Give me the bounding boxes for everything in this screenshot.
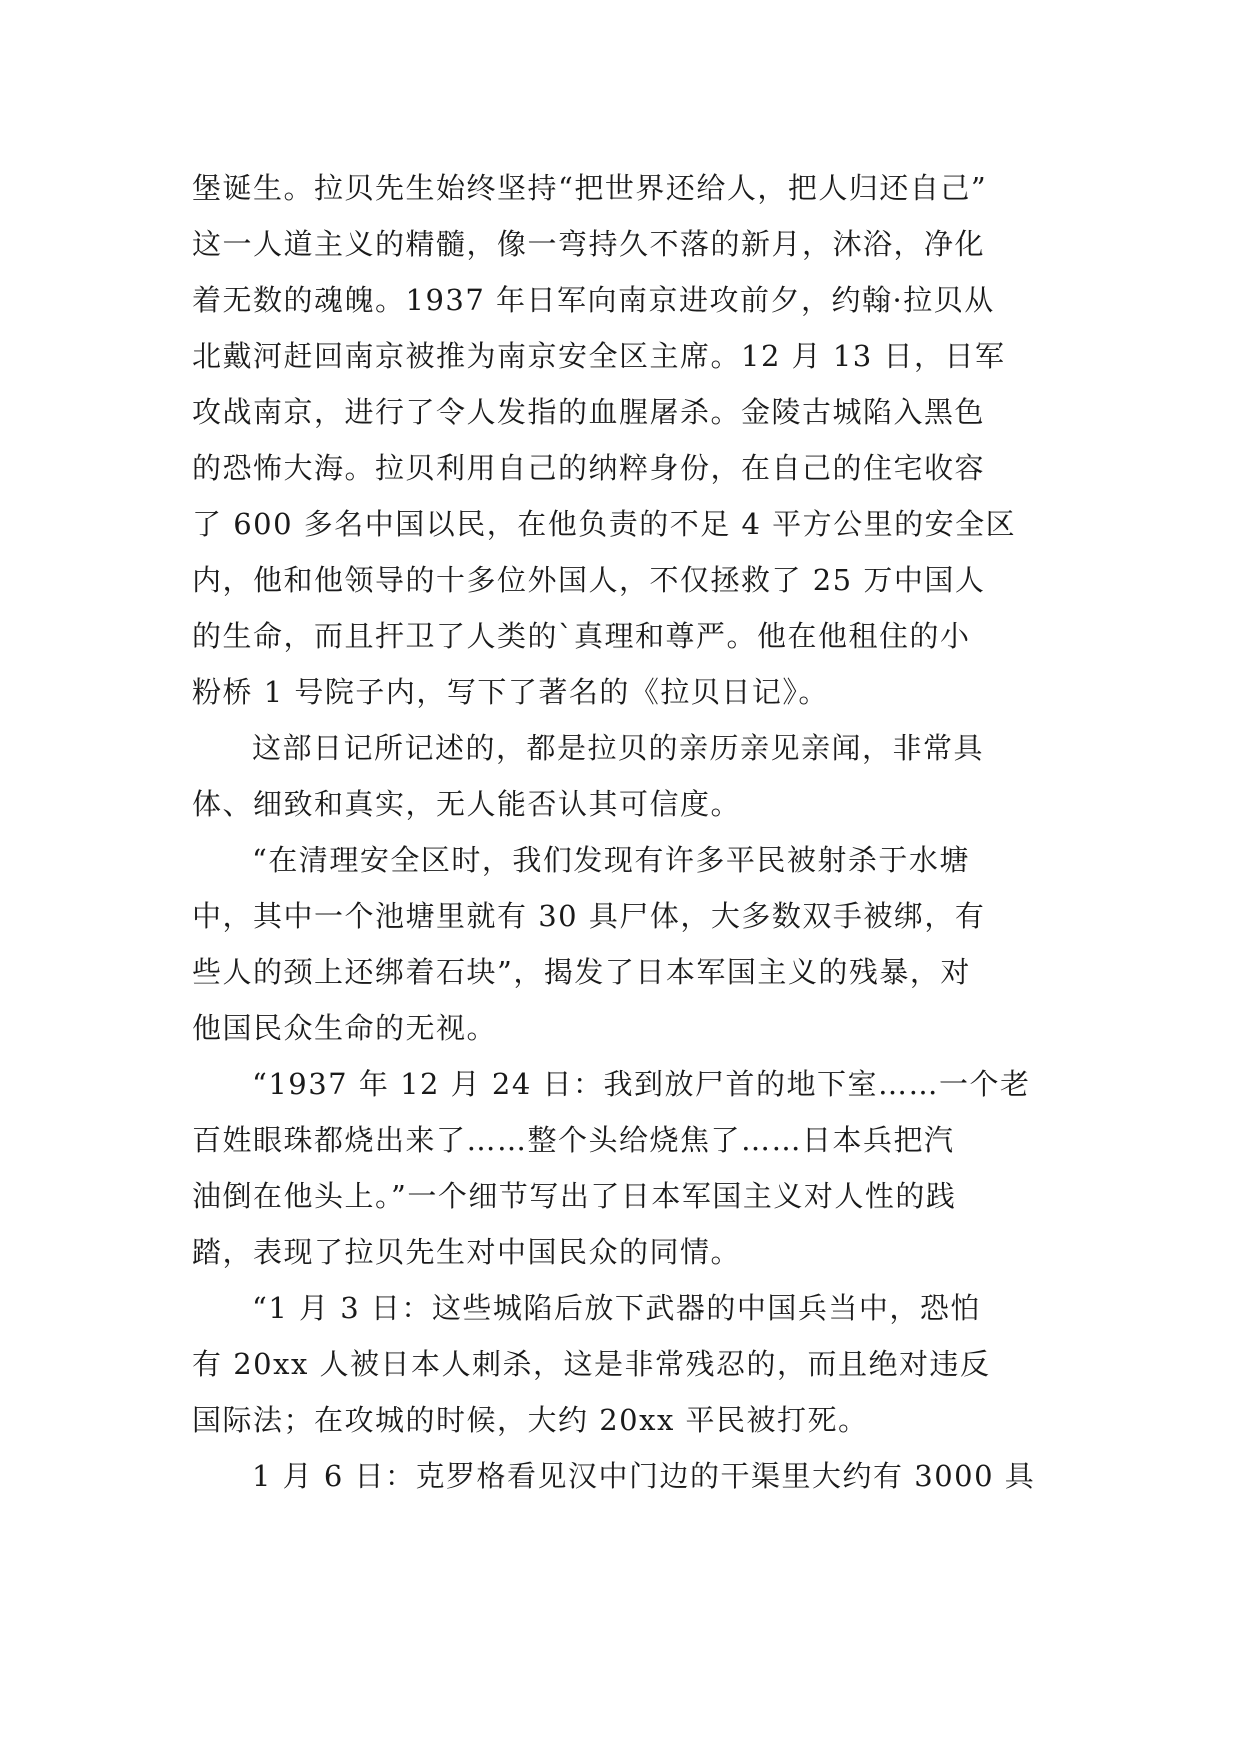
text-line: 这一人道主义的精髓，像一弯持久不落的新月，沐浴，净化 — [192, 227, 986, 261]
paragraph-first-line: “1937 年 12 月 24 日：我到放尸首的地下室……一个老 — [252, 1067, 1031, 1101]
text-line: 踏，表现了拉贝先生对中国民众的同情。 — [192, 1235, 742, 1269]
text-line: 油倒在他头上。”一个细节写出了日本军国主义对人性的践 — [192, 1179, 957, 1213]
text-line: 有 20xx 人被日本人刺杀，这是非常残忍的，而且绝对违反 — [192, 1347, 991, 1381]
text-line: 的恐怖大海。拉贝利用自己的纳粹身份，在自己的住宅收容 — [192, 451, 986, 485]
text-line: 堡诞生。拉贝先生始终坚持“把世界还给人，把人归还自己” — [192, 171, 988, 205]
body-text — [192, 160, 1052, 1504]
text-line: 体、细致和真实，无人能否认其可信度。 — [192, 787, 742, 821]
paragraph-first-line: 这部日记所记述的，都是拉贝的亲历亲见亲闻，非常具 — [252, 731, 985, 765]
paragraph-first-line: 1 月 6 日：克罗格看见汉中门边的干渠里大约有 3000 具 — [252, 1459, 1036, 1493]
text-line: 内，他和他领导的十多位外国人，不仅拯救了 25 万中国人 — [192, 563, 986, 597]
text-line: 北戴河赶回南京被推为南京安全区主席。12 月 13 日，日军 — [192, 339, 1006, 373]
paragraph-first-line: “在清理安全区时，我们发现有许多平民被射杀于水塘 — [252, 843, 970, 877]
paragraph-first-line: “1 月 3 日：这些城陷后放下武器的中国兵当中，恐怕 — [252, 1291, 981, 1325]
text-line: 粉桥 1 号院子内，写下了著名的《拉贝日记》。 — [192, 675, 829, 709]
text-line: 他国民众生命的无视。 — [192, 1011, 498, 1045]
text-line: 国际法；在攻城的时候，大约 20xx 平民被打死。 — [192, 1403, 869, 1437]
text-line: 百姓眼珠都烧出来了……整个头给烧焦了……日本兵把汽 — [192, 1123, 955, 1157]
text-line: 攻战南京，进行了令人发指的血腥屠杀。金陵古城陷入黑色 — [192, 395, 986, 429]
text-line: 了 600 多名中国以民，在他负责的不足 4 平方公里的安全区 — [192, 507, 1017, 541]
text-line: 着无数的魂魄。1937 年日军向南京进攻前夕，约翰·拉贝从 — [192, 283, 995, 317]
text-line: 些人的颈上还绑着石块”，揭发了日本军国主义的残暴，对 — [192, 955, 971, 989]
text-line: 的生命，而且扞卫了人类的`真理和尊严。他在他租住的小 — [192, 619, 971, 653]
text-line: 中，其中一个池塘里就有 30 具尸体，大多数双手被绑，有 — [192, 899, 986, 933]
